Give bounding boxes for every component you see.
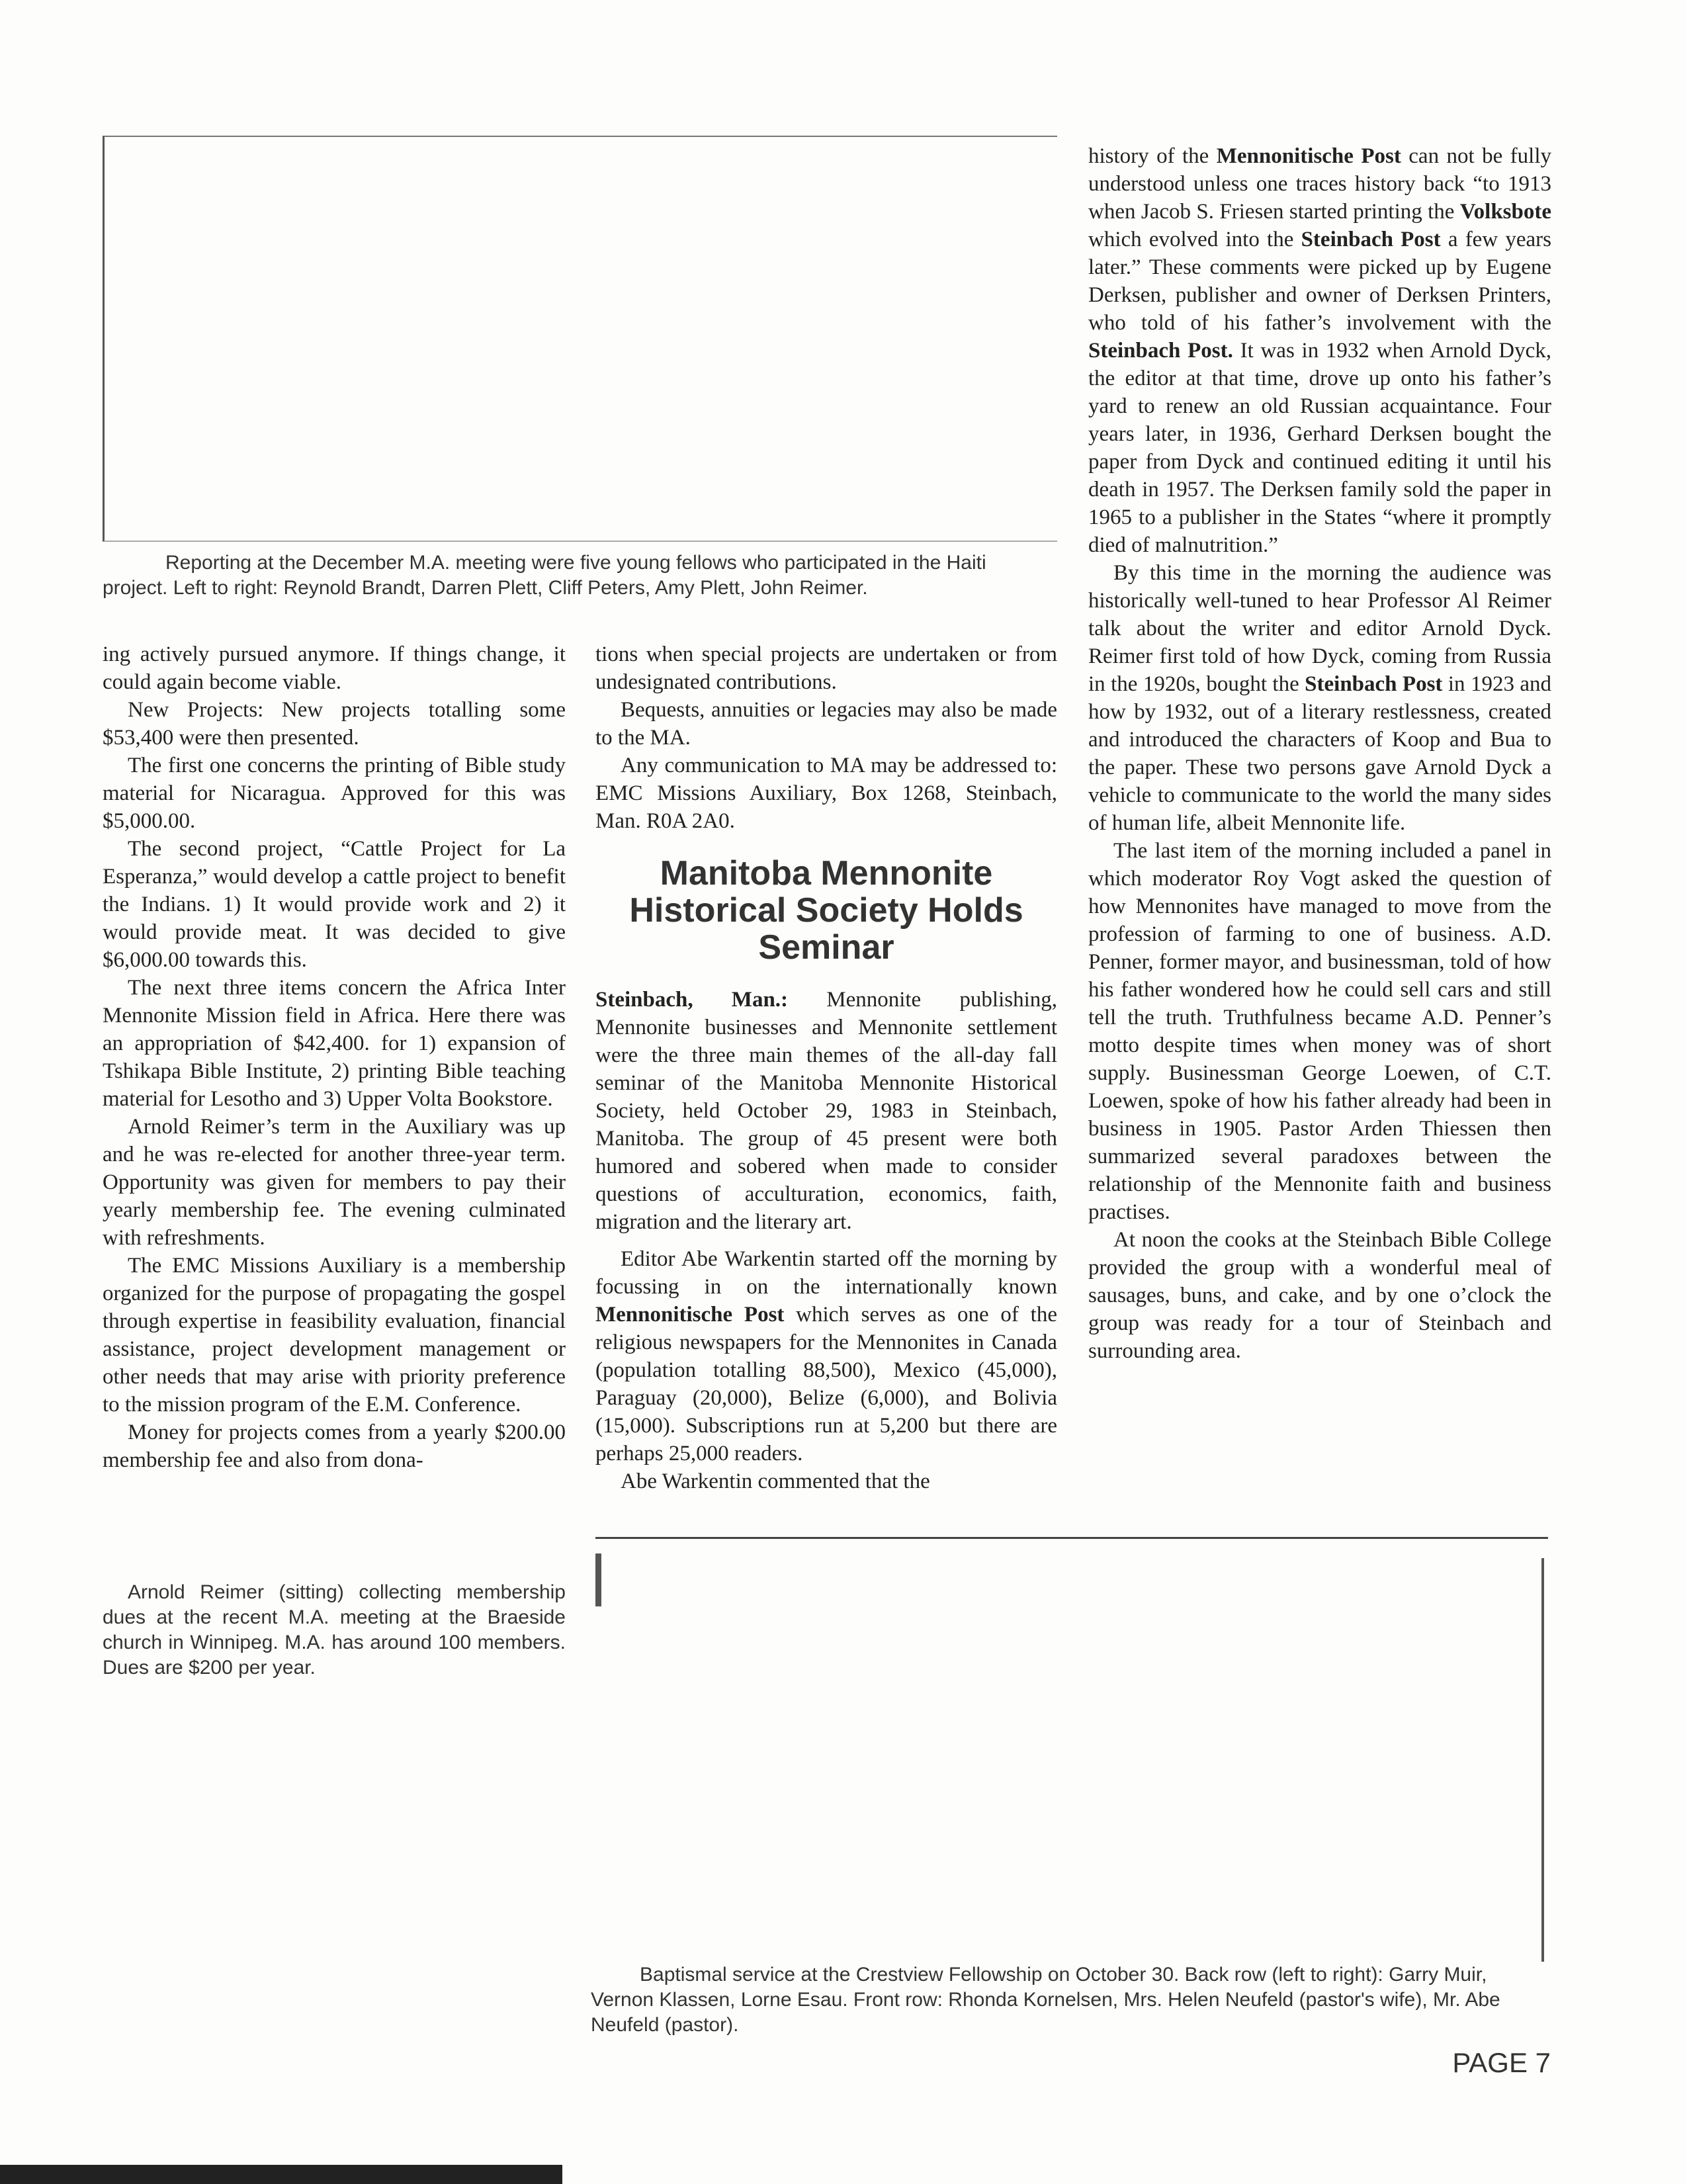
paragraph: Abe Warkentin commented that the — [621, 1469, 930, 1493]
photo-baptismal-caption: Baptismal service at the Crestview Fellowship on October 30. Back row (left to right): Garry Muir, Vernon Klassen, Lorne Esau. Front row: Rhonda Kornelsen, Mrs. Helen Neufeld (pastor's wife), Mr. Abe Neufeld (pastor). — [591, 1964, 1500, 2036]
paragraph — [1088, 559, 1551, 837]
paragraph-text: Editor Abe Warkentin started off the morning by focussing in on the internationally known — [595, 1247, 1057, 1299]
paragraph: Arnold Reimer’s term in the Auxiliary was up and he was re-elected for another three-year term. Opportunity was given for members to pay their yearly membership fee. The evening culminated with refreshments. — [103, 1115, 566, 1250]
paragraph-text: which evolved into the — [1088, 228, 1301, 251]
column-3 — [1088, 142, 1551, 1365]
paragraph-text: By this time in the morning the audience was historically well-tuned to hear Professor Al Reimer talk about the writer and editor Arnold Dyck. Reimer first told of how Dyck, coming from Russia in the 1920s, bought the — [1088, 561, 1551, 696]
photo-baptismal-service — [603, 1542, 1536, 1958]
paragraph: ing actively pursued anymore. If things change, it could again become viable. — [103, 642, 566, 694]
paragraph-text: history of the — [1088, 144, 1217, 168]
dateline: Steinbach, Man.: — [595, 988, 789, 1012]
article-headline: Manitoba Mennonite Historical Society Holds Seminar — [629, 854, 1023, 967]
publication-name: Mennonitische Post — [595, 1303, 785, 1327]
paragraph — [595, 986, 1057, 1236]
photo-frame-right-rule — [1541, 1558, 1544, 1962]
publication-name: Volksbote — [1459, 200, 1551, 224]
paragraph: Bequests, annuities or legacies may also be made to the MA. — [595, 698, 1057, 750]
paragraph: tions when special projects are undertaken or from undesignated contributions. — [595, 642, 1057, 694]
photo-dues-caption: Arnold Reimer (sitting) collecting membership dues at the recent M.A. meeting at the Braeside church in Winnipeg. M.A. has around 100 members. Dues are $200 per year. — [103, 1581, 566, 1679]
paragraph-text: It was in 1932 when Arnold Dyck, the editor at that time, drove up onto his father’s yard to renew an old Russian acquaintance. Four years later, in 1936, Gerhard Derksen bought the paper from Dyck and continued editing it until his death in 1957. The Derksen family sold the paper in 1965 to a publisher in the States “where it promptly died of malnutrition.” — [1088, 339, 1551, 557]
photo-frame-top-rule — [595, 1537, 1548, 1539]
paragraph-text: Mennonite publishing, Mennonite businesses and Mennonite settlement were the three main themes of the all-day fall seminar of the Manitoba Mennonite Historical Society, held October 29, 1983 in Steinbach, Manitoba. The group of 45 present were both humored and sobered when made to consider questions of acculturation, economics, faith, migration and the literary art. — [595, 988, 1057, 1234]
paragraph: New Projects: New projects totalling some $53,400 were then presented. — [103, 698, 566, 750]
publication-name: Steinbach Post. — [1088, 339, 1233, 363]
paragraph: Money for projects comes from a yearly $200.00 membership fee and also from dona- — [103, 1420, 566, 1472]
paragraph: The next three items concern the Africa Inter Mennonite Mission field in Africa. Here there was an appropriation of $42,400. for 1) expansion of Tshikapa Bible Institute, 2) printing Bible teaching material for Lesotho and 3) Upper Volta Bookstore. — [103, 976, 566, 1111]
paragraph: The last item of the morning included a panel in which moderator Roy Vogt asked the question of how Mennonites have managed to move from the profession of farming to one of business. A.D. Penner, former mayor, and businessman, told of how his father wondered how he could sell cars and still tell the truth. Truthfulness became A.D. Penner’s motto despite times when money was of short supply. Businessman George Loewen, of C.T. Loewen, spoke of how his father already had been in business in 1905. Pastor Arden Thiessen then summarized several paradoxes between the relationship of the Mennonite faith and business practises. — [1088, 839, 1551, 1224]
paragraph: The EMC Missions Auxiliary is a membership organized for the purpose of propagating the gospel through expertise in feasibility evaluation, financial assistance, project development management or other needs that may arise with priority preference to the mission program of the E.M. Conference. — [103, 1254, 566, 1417]
paragraph — [1088, 142, 1551, 559]
column-2 — [595, 640, 1057, 1495]
scan-edge-bar — [0, 2165, 562, 2184]
publication-name: Steinbach Post — [1301, 228, 1441, 251]
paragraph — [595, 1245, 1057, 1467]
paragraph: The first one concerns the printing of Bible study material for Nicaragua. Approved for this was $5,000.00. — [103, 754, 566, 833]
photo-haiti-caption: Reporting at the December M.A. meeting were five young fellows who participated in the Haiti project. Left to right: Reynold Brandt, Darren Plett, Cliff Peters, Amy Plett, John Reimer. — [103, 552, 986, 599]
publication-name: Steinbach Post — [1305, 672, 1443, 696]
paragraph-text: in 1923 and how by 1932, out of a literary restlessness, created and introduced the characters of Koop and Bua to the paper. These two persons gave Arnold Dyck a vehicle to communicate to the world the many sides of human life, albeit Mennonite life. — [1088, 672, 1552, 835]
column-1 — [103, 640, 566, 1474]
paragraph-text: which serves as one of the religious newspapers for the Mennonites in Canada (population totalling 88,500), Mexico (45,000), Paraguay (20,000), Belize (6,000), and Bolivia (15,000). Subscriptions run at 5,200 but there are perhaps 25,000 readers. — [595, 1303, 1057, 1465]
publication-name: Mennonitische Post — [1216, 144, 1401, 168]
paragraph: The second project, “Cattle Project for La Esperanza,” would develop a cattle project to benefit the Indians. 1) It would provide work and 2) it would provide meat. It was decided to give $6,000.00 towards this. — [103, 837, 566, 972]
paragraph-text: a few years later.” These comments were picked up by Eugene Derksen, publisher and owner of Derksen Printers, who told of his father’s involvement with the — [1088, 228, 1551, 335]
paragraph: At noon the cooks at the Steinbach Bible College provided the group with a wonderful meal of sausages, buns, and cake, and by one o’clock the group was ready for a tour of Steinbach and surrounding area. — [1088, 1228, 1551, 1363]
paragraph-text: can not be fully understood unless one traces history back “to 1913 when Jacob S. Friesen started printing the — [1088, 144, 1551, 224]
paragraph: Any communication to MA may be addressed to: EMC Missions Auxiliary, Box 1268, Steinbach, Man. R0A 2A0. — [595, 754, 1057, 833]
page-number: PAGE 7 — [1452, 2047, 1551, 2078]
photo-haiti-group — [103, 136, 1057, 542]
photo-frame-left-mark — [595, 1553, 601, 1606]
